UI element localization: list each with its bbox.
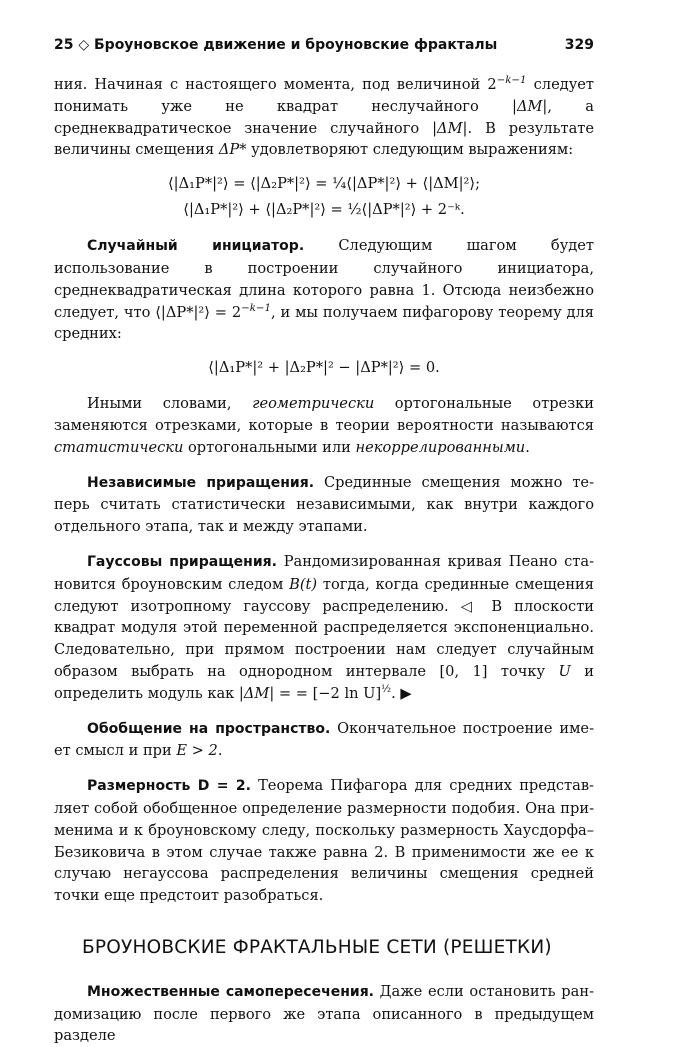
- math-inline: |ΔM|: [512, 97, 548, 115]
- math-inline: = [−2 ln U]: [295, 684, 382, 702]
- text-run: , а среднеквадратическое значение случайного: [54, 97, 594, 137]
- text-run: Срединные смещения можно теперь считать статистически независимыми, как внутри каждого отдельного этапа, так и между этапами.: [54, 473, 595, 536]
- math-inline: [487, 76, 526, 93]
- math-inline: U: [558, 662, 571, 680]
- text-run: .: [525, 438, 530, 456]
- text-run: Иными словами,: [87, 395, 253, 413]
- run-in-heading: Обобщение на пространство.: [87, 720, 331, 737]
- math-base: 2: [487, 76, 497, 93]
- equation-row-2: ⟨|Δ₁P*|²⟩ + ⟨|Δ₂P*|²⟩ = ½⟨|ΔP*|²⟩ + 2⁻ᵏ.: [183, 201, 465, 219]
- text-run: тогда, когда срединные смещения следуют изотропному гауссову распределению. ◁ В плоскости квадрат модуля этой переменной распределяется экспоненциально. Следовательно, при прямом построении нам следует случайным образом выбрать на однородном интервале: [54, 575, 594, 680]
- paragraph-orthogonal: [54, 393, 594, 458]
- paragraph-1: [54, 74, 594, 161]
- math-inline: B(t): [289, 575, 318, 593]
- math-inline: |ΔM| =: [238, 684, 292, 702]
- chapter-title: 25 ◇ Броуновское движение и броуновские фракталы: [54, 37, 498, 53]
- math-inline: ΔP*: [218, 141, 247, 159]
- running-header: [54, 37, 594, 57]
- math-sup: −k−1: [496, 75, 527, 87]
- math-inline: E > 2: [176, 742, 218, 760]
- text-body: [54, 74, 594, 1047]
- paragraph-self-intersections: [54, 981, 594, 1047]
- text-run: ортогональные отрезки заменяются отрезками, которые в теории вероятности называются: [54, 395, 595, 434]
- run-in-heading: Размерность D = 2.: [87, 778, 251, 795]
- equation-row-1: ⟨|Δ₁P*|²⟩ = ⟨|Δ₂P*|²⟩ = ¼⟨|ΔP*|²⟩ + ⟨|ΔM|²⟩;: [167, 175, 480, 193]
- run-in-heading: Случайный инициатор.: [87, 238, 305, 255]
- paragraph-dimension: [54, 775, 594, 907]
- text-run: Даже если остановить рандомизацию после первого же этапа описанного в предыдущем разделе: [54, 982, 594, 1045]
- section-title: БРОУНОВСКИЕ ФРАКТАЛЬНЫЕ СЕТИ (РЕШЕТКИ): [82, 936, 552, 958]
- equation-row: ⟨|Δ₁P*|² + |Δ₂P*|² − |ΔP*|²⟩ = 0.: [208, 359, 440, 377]
- run-in-heading: Независимые приращения.: [87, 474, 315, 491]
- math-sup: ½: [381, 683, 392, 695]
- text-run: Следующим шагом будет использование в построении случайного инициатора, среднеквадратическая длина которого равна 1. Отсюда неизбежно следует, что: [54, 237, 594, 321]
- text-run: . В результате величины смещения: [54, 119, 594, 159]
- math-inline: [0, 1]: [439, 662, 488, 680]
- paragraph-random-initiator: [54, 235, 594, 345]
- text-run: Окончательное построение имеет смысл и при: [54, 719, 594, 760]
- text-run: ортогональными или: [183, 438, 356, 456]
- math-base: ⟨|ΔP*|²⟩ = 2: [155, 303, 242, 321]
- paragraph-gaussian-increments: [54, 551, 594, 705]
- text-run: . ▶: [391, 684, 412, 702]
- page-number: 329: [564, 37, 594, 53]
- text-run: удовлетворяют следующим выражениям:: [246, 141, 574, 159]
- text-run: ния. Начиная с настоящего момента, под величиной: [54, 76, 488, 93]
- paragraph-generalization: [54, 718, 594, 763]
- equation-block-1: [54, 171, 594, 223]
- emphasis: статистически: [54, 438, 184, 456]
- paragraph-independent-increments: [54, 472, 594, 538]
- text-run: Рандомизированная кривая Пеано становится броуновским следом: [54, 552, 594, 593]
- text-run: следует понимать уже не квадрат неслучайного: [54, 76, 594, 115]
- text-run: , и мы получаем пифагорову теорему для средних:: [54, 303, 594, 343]
- run-in-heading: Гауссовы приращения.: [87, 553, 277, 570]
- text-run: Теорема Пифагора для средних представляет собой обобщенное определение размерности подобия. Она применима и к броуновскому следу, поскольку размерность Хаусдорфа–Безиковича в этом случае также равна 2. В применимости же ее к случаю негауссова распределения величины смещения средней точки еще предстоит разобраться.: [54, 777, 594, 905]
- math-sup: −k−1: [241, 302, 271, 314]
- text-run: точку: [487, 662, 559, 680]
- text-run: и определить модуль как: [54, 662, 594, 702]
- emphasis: некоррелированными: [355, 438, 526, 456]
- text-run: .: [217, 742, 223, 760]
- run-in-heading: Множественные самопересечения.: [87, 983, 374, 1000]
- emphasis: геометрически: [252, 395, 375, 413]
- math-inline: |ΔM|: [432, 119, 468, 137]
- math-inline: [155, 304, 271, 321]
- equation-block-2: [54, 355, 594, 381]
